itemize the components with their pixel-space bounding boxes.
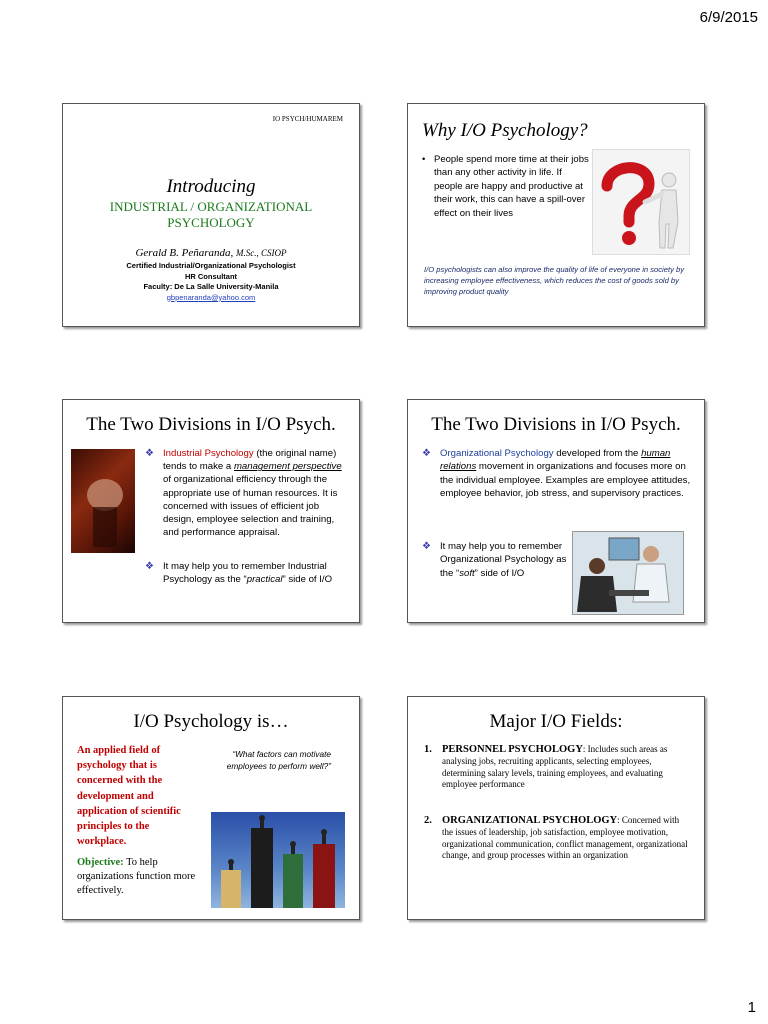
diamond-bullet-icon: ❖: [145, 561, 154, 572]
slide-6-major-fields: [407, 696, 705, 920]
emphasis: practical: [246, 574, 283, 586]
term-industrial: Industrial Psychology: [163, 448, 254, 459]
definition-text: An applied field of psychology that is concerned with the development and application of scientific principles to the workplace.: [77, 745, 181, 848]
text-part: movement in organizations and focuses more on the individual employee. Examples are employee attitudes, employee behavior, job stress, and supervisory practices.: [440, 461, 691, 499]
io-title: [63, 199, 359, 231]
text-part: (the original name) tends to make a: [163, 448, 337, 473]
page-date: 6/9/2015: [699, 9, 758, 26]
affiliation-3: Faculty: De La Salle University-Manila: [143, 282, 279, 292]
term-organizational: Organizational Psychology: [440, 448, 554, 459]
text-part: of organizational efficiency through the appropriate use of human resources. It is concerned with issues of efficient job design, employee selection and training, and performance appraisal.: [163, 474, 338, 539]
bullet-text: People spend more time at their jobs than any other activity in life. If people are happy and productive at their work, this can have a spill-over effect on their lives: [434, 154, 589, 219]
bullet-item: [422, 153, 592, 220]
item-text: : Includes such areas as analysing jobs, recruiting applicants, selecting employees, determining salary levels, training employees, and evaluating employee performance: [442, 744, 668, 790]
author-email-link[interactable]: gbpenaranda@yahoo.com: [166, 292, 256, 302]
emphasis: management perspective: [233, 461, 342, 473]
io-title-line2: PSYCHOLOGY: [167, 215, 255, 230]
bullet-remember-industrial: [145, 560, 351, 586]
diamond-bullet-icon: ❖: [422, 541, 431, 552]
objective: [77, 856, 207, 898]
author-affiliations: [63, 261, 359, 303]
affiliation-2: HR Consultant: [184, 271, 238, 281]
author-name: [63, 247, 359, 259]
slide-5-io-is: [62, 696, 360, 920]
slide-title: Why I/O Psychology?: [422, 120, 588, 141]
io-title-line1: INDUSTRIAL / ORGANIZATIONAL: [109, 199, 313, 214]
text-part: It may help you to remember Industrial Psychology as the “: [163, 561, 327, 586]
fist-image: [71, 449, 135, 553]
emphasis: human relations: [440, 448, 671, 473]
slide-title: The Two Divisions in I/O Psych.: [86, 414, 336, 435]
objective-label: Objective:: [77, 857, 124, 868]
office-meeting-image: [572, 531, 684, 615]
bullet-organizational: [422, 447, 698, 500]
bottom-note: I/O psychologists can also improve the quality of life of everyone in society by increasing employee effectiveness, which reduces the cost of goods sold by improving product quality: [424, 265, 685, 296]
diamond-bullet-icon: ❖: [422, 448, 431, 459]
text-part: ” side of I/O: [282, 574, 333, 586]
author-credentials: M.Sc., CSIOP: [236, 248, 287, 258]
slide-3-industrial: [62, 399, 360, 623]
bullet-remember-organizational: [422, 540, 572, 580]
item-number: 1.: [424, 744, 432, 755]
quote-text: “What factors can motivate employees to perform well?”: [226, 749, 331, 771]
slide-4-organizational: [407, 399, 705, 623]
item-heading: PERSONNEL PSYCHOLOGY: [442, 744, 583, 755]
bar-figures-image: [211, 812, 345, 908]
slide-title: Major I/O Fields:: [489, 711, 623, 732]
objective-text: To help organizations function more effectively.: [77, 857, 196, 896]
field-item-organizational: [424, 815, 692, 862]
author-text: Gerald B. Peñaranda,: [135, 247, 234, 259]
field-item-personnel: [424, 744, 692, 791]
text-part: ” side of I/O: [474, 567, 525, 579]
page-number: 1: [747, 999, 756, 1016]
affiliation-1: Certified Industrial/Organizational Psychologist: [126, 261, 296, 270]
emphasis: soft: [459, 567, 475, 579]
item-number: 2.: [424, 815, 432, 826]
slide-1-title: [62, 103, 360, 327]
item-heading: ORGANIZATIONAL PSYCHOLOGY: [442, 815, 618, 826]
course-tag: IO PSYCH/HUMAREM: [272, 115, 343, 123]
slide-2-why-io: [407, 103, 705, 327]
bullet-dot-icon: •: [422, 154, 426, 165]
text-part: developed from the: [553, 448, 642, 459]
intro-heading: Introducing: [166, 176, 256, 197]
text-part: It may help you to remember Organizational Psychology as the “: [440, 541, 567, 579]
slide-title: I/O Psychology is…: [133, 711, 289, 732]
slide-title: The Two Divisions in I/O Psych.: [431, 414, 681, 435]
question-mark-figure-image: [592, 149, 690, 255]
item-text: : Concerned with the issues of leadership, job satisfaction, employee motivation, organizational communication, conflict management, organizational change, and group processes within an organization: [442, 815, 688, 861]
diamond-bullet-icon: ❖: [145, 448, 154, 459]
bullet-industrial: [145, 447, 351, 539]
